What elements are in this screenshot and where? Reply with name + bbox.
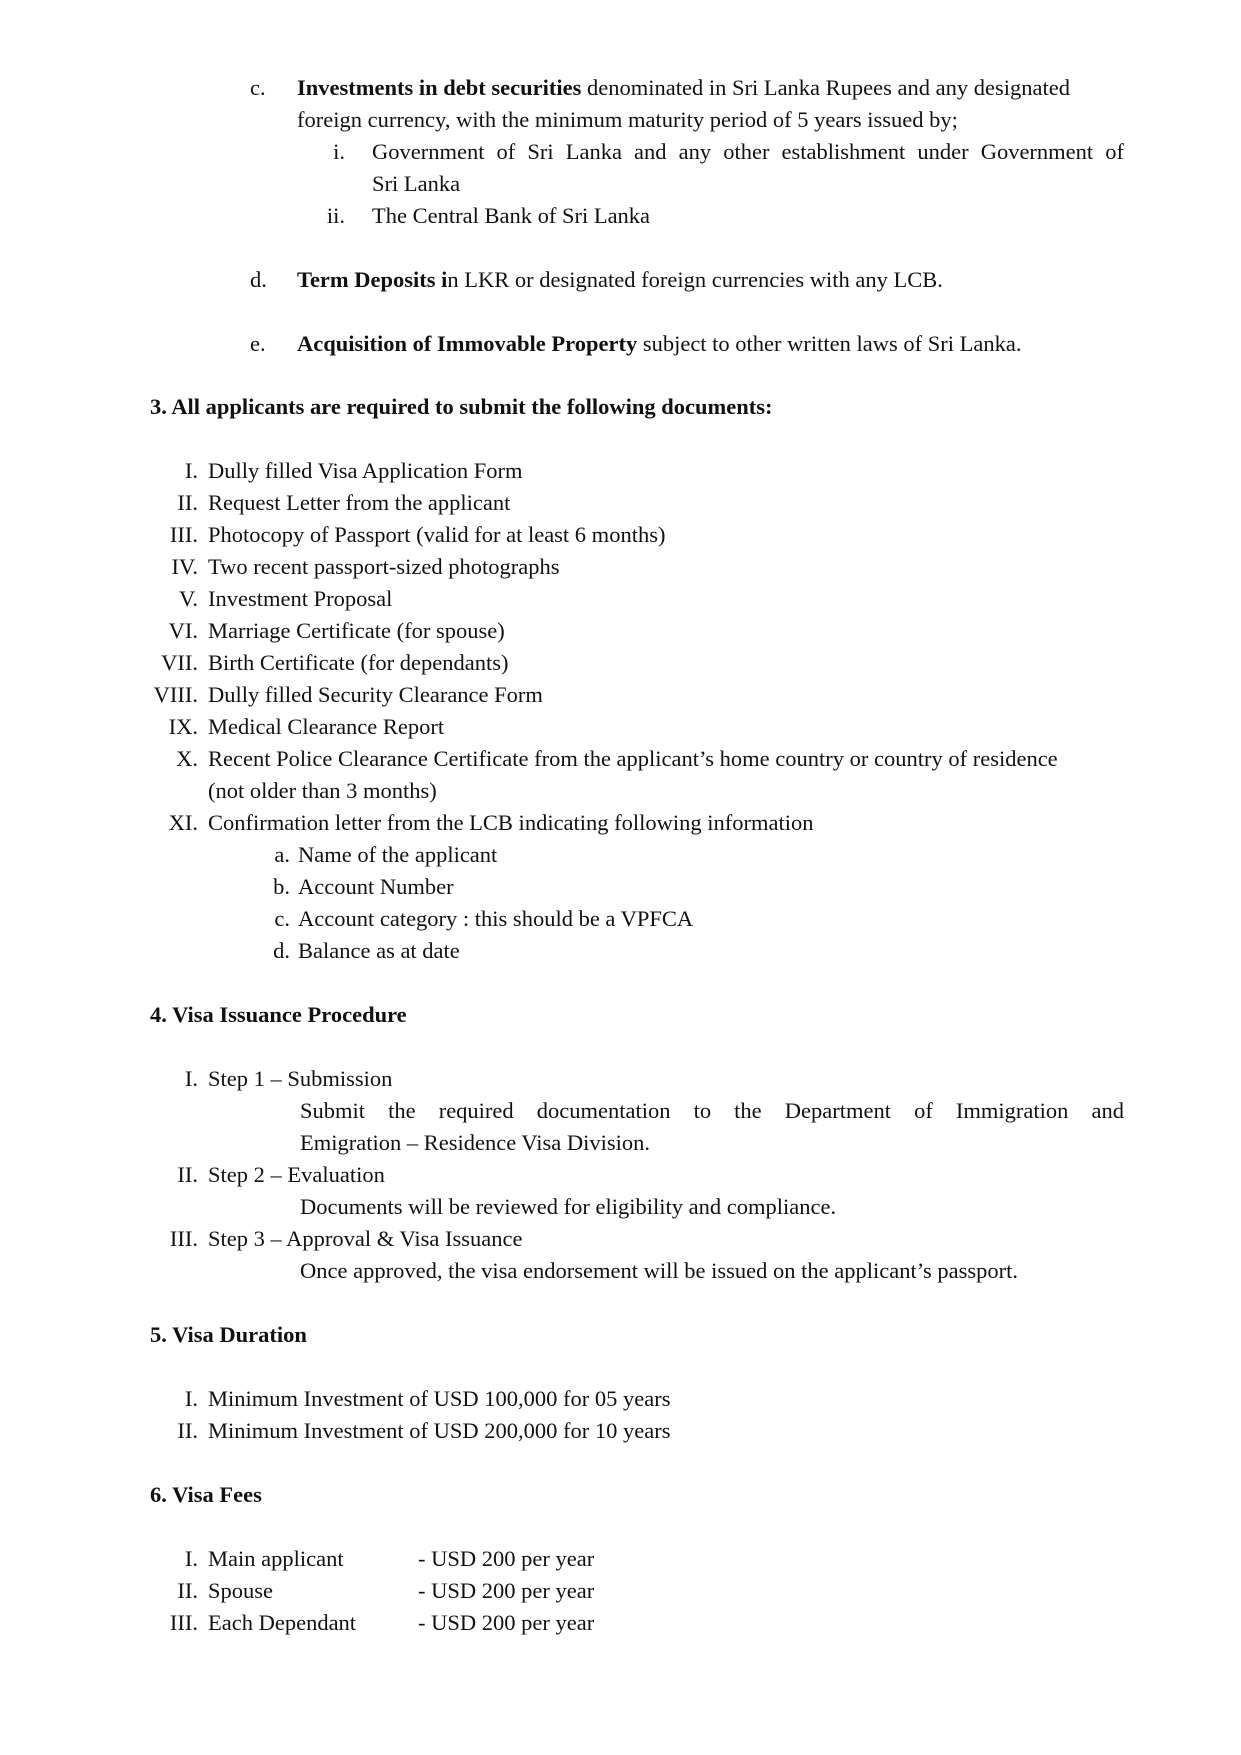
section-heading-fees: 6. Visa Fees	[150, 1482, 262, 1507]
list-marker: III.	[169, 1610, 198, 1635]
document-item: Birth Certificate (for dependants)	[208, 650, 509, 675]
duration-item: Minimum Investment of USD 100,000 for 05 years	[208, 1386, 671, 1411]
list-marker: V.	[179, 586, 198, 611]
document-item-cont: (not older than 3 months)	[208, 778, 437, 803]
fee-amount: - USD 200 per year	[418, 1610, 595, 1635]
list-marker: II.	[177, 1578, 198, 1603]
lcb-info-item: Account category : this should be a VPFCA	[298, 906, 694, 931]
list-marker: I.	[184, 1546, 198, 1571]
list-marker: d.	[250, 267, 267, 292]
step-description: Once approved, the visa endorsement will be issued on the applicant’s passport.	[300, 1258, 1018, 1283]
document-item: Dully filled Visa Application Form	[208, 458, 523, 483]
section-heading-procedure: 4. Visa Issuance Procedure	[150, 1002, 407, 1027]
list-marker: c.	[274, 906, 290, 931]
issuer-item: The Central Bank of Sri Lanka	[372, 203, 651, 228]
document-item: Two recent passport-sized photographs	[208, 554, 560, 579]
list-marker: IV.	[171, 554, 198, 579]
fee-amount: - USD 200 per year	[418, 1578, 595, 1603]
list-marker: e.	[250, 331, 266, 356]
list-marker: VII.	[161, 650, 198, 675]
list-marker: X.	[176, 746, 198, 771]
list-marker: IX.	[168, 714, 198, 739]
lcb-info-item: Account Number	[298, 874, 454, 899]
investment-text: Acquisition of Immovable Property subject to other written laws of Sri Lanka.	[297, 331, 1022, 356]
list-marker: d.	[273, 938, 290, 963]
document-item: Marriage Certificate (for spouse)	[208, 618, 505, 643]
lcb-info-item: Name of the applicant	[298, 842, 498, 867]
step-description-cont: Emigration – Residence Visa Division.	[300, 1130, 651, 1155]
investment-text: Term Deposits in LKR or designated foreign currencies with any LCB.	[297, 267, 943, 292]
document-item: Recent Police Clearance Certificate from the applicant’s home country or country of residence	[208, 746, 1058, 771]
list-marker: I.	[184, 458, 198, 483]
list-marker: VI.	[168, 618, 198, 643]
fee-amount: - USD 200 per year	[418, 1546, 595, 1571]
investment-text: Investments in debt securities denominated in Sri Lanka Rupees and any designated	[297, 75, 1070, 100]
list-marker: VIII.	[153, 682, 198, 707]
list-marker: b.	[273, 874, 290, 899]
issuer-item-cont: Sri Lanka	[372, 171, 461, 196]
fee-label: Each Dependant	[208, 1610, 357, 1635]
step-title: Step 1 – Submission	[208, 1066, 393, 1091]
document-item: Investment Proposal	[208, 586, 393, 611]
list-marker: II.	[177, 490, 198, 515]
section-heading-duration: 5. Visa Duration	[150, 1322, 307, 1347]
list-marker: II.	[177, 1162, 198, 1187]
list-marker: i.	[333, 139, 345, 164]
list-marker: II.	[177, 1418, 198, 1443]
list-marker: III.	[169, 1226, 198, 1251]
document-item: Medical Clearance Report	[208, 714, 445, 739]
list-marker: c.	[250, 75, 266, 100]
document-item: Confirmation letter from the LCB indicating following information	[208, 810, 814, 835]
step-description: Documents will be reviewed for eligibility and compliance.	[300, 1194, 837, 1219]
fee-label: Main applicant	[208, 1546, 344, 1571]
step-title: Step 2 – Evaluation	[208, 1162, 385, 1187]
list-marker: I.	[184, 1386, 198, 1411]
issuer-item: Government of Sri Lanka and any other establishment under Government of	[372, 139, 1124, 164]
list-marker: XI.	[168, 810, 198, 835]
step-title: Step 3 – Approval & Visa Issuance	[208, 1226, 523, 1251]
list-marker: I.	[184, 1066, 198, 1091]
lcb-info-item: Balance as at date	[298, 938, 460, 963]
list-marker: ii.	[326, 203, 345, 228]
step-description: Submit the required documentation to the Department of Immigration and	[300, 1098, 1124, 1123]
document-item: Dully filled Security Clearance Form	[208, 682, 543, 707]
list-marker: a.	[274, 842, 290, 867]
section-heading-documents: 3. All applicants are required to submit the following documents:	[150, 394, 773, 419]
document-item: Request Letter from the applicant	[208, 490, 511, 515]
document-item: Photocopy of Passport (valid for at least 6 months)	[208, 522, 666, 547]
investment-text-cont: foreign currency, with the minimum maturity period of 5 years issued by;	[297, 107, 958, 132]
fee-label: Spouse	[208, 1578, 274, 1603]
list-marker: III.	[169, 522, 198, 547]
duration-item: Minimum Investment of USD 200,000 for 10 years	[208, 1418, 671, 1443]
